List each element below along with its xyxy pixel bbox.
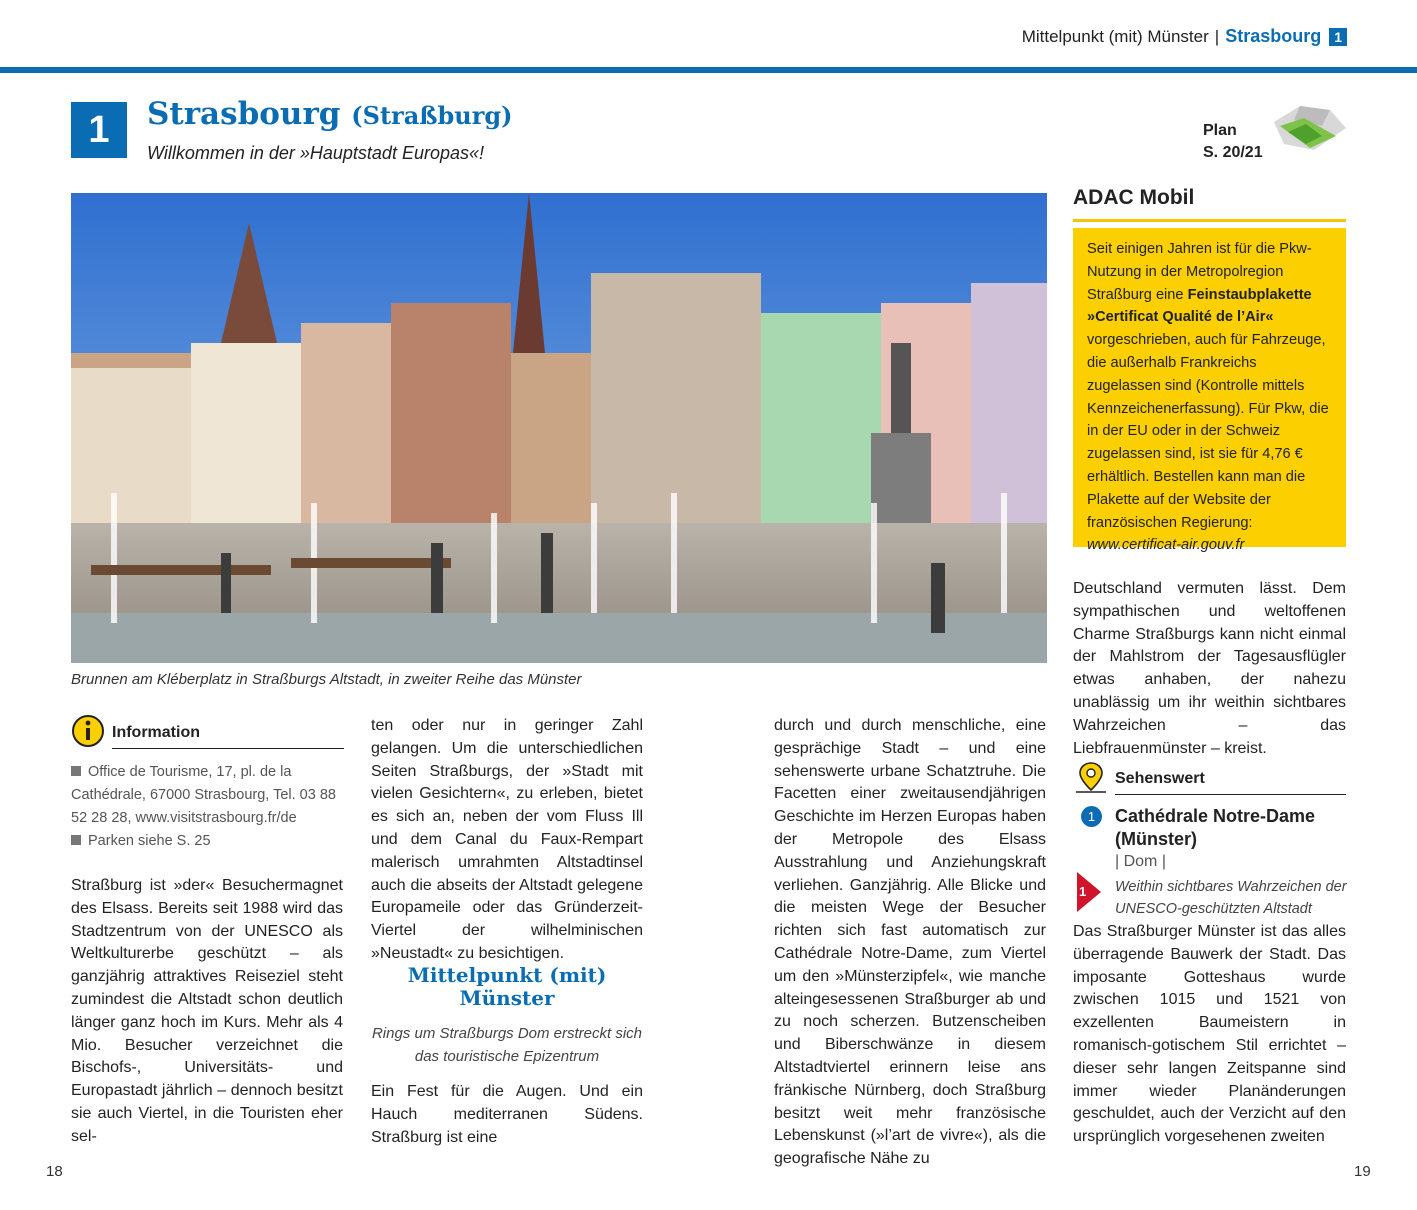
map-icon xyxy=(1270,100,1348,158)
body-column-1: Straßburg ist »der« Besuchermagnet des Elsass. Bereits seit 1988 wird das Stadtzentrum von der UNESCO als Weltkulturerbe geschützt – als ganzjährig attraktives Reiseziel steht zumindest die Altstadt schon deutlich länger ganz hoch im Kurs. Mehr als 4 Mio. Besucher verzeichnet die Bischofs-, Universitäts- und Europastadt jährlich – dennoch besitzt sie auch Viertel, in die Touristen eher sel- xyxy=(71,877,343,1145)
info-icon xyxy=(71,714,105,748)
breadcrumb-separator: | xyxy=(1214,26,1220,46)
sight-description: Weithin sichtbares Wahrzeichen der UNESCO-geschützten Altstadt xyxy=(1115,879,1347,917)
adac-rule xyxy=(1073,219,1346,222)
header-rule xyxy=(0,67,1417,73)
breadcrumb xyxy=(1022,26,1347,47)
info-item: Parken siehe S. 25 xyxy=(71,830,343,853)
section-heading: Mittelpunkt (mit) Münster xyxy=(407,963,607,1010)
info-list xyxy=(71,761,343,853)
title-alt: (Straßburg) xyxy=(351,101,513,130)
section-lead: Rings um Straßburgs Dom erstreckt sich das touristische Epizentrum xyxy=(371,1025,643,1065)
title-main: Strasbourg xyxy=(147,96,341,132)
sight-number-badge: 1 xyxy=(1081,806,1102,827)
body-column-4: Deutschland vermuten lässt. Dem sympathischen und weltoffenen Charme Straßburgs kann nicht einmal der Mahlstrom der Tagesausflügler etwas anhaben, der nahezu unablässig um ihr weithin sichtbares Wahrzeichen – das Liebfrauenmünster – kreist. xyxy=(1073,580,1346,757)
page-subtitle: Willkommen in der »Hauptstadt Europas«! xyxy=(147,143,484,163)
adac-heading: ADAC Mobil xyxy=(1073,186,1195,209)
location-pin-icon xyxy=(1074,760,1108,794)
body-column-4-bottom: Das Straßburger Münster ist das alles überragende Bauwerk der Stadt. Das imposante Gotteshaus wurde zwischen 1015 und 1521 von exzellenten Baumeistern in romanisch-gotischem Stil errichtet – dieser sehr langen Zeitspanne sind immer wieder Planänderungen geschuldet, auch der Verzicht auf den ursprünglich vorgesehenen zweiten xyxy=(1073,923,1346,1146)
info-rule xyxy=(112,748,344,749)
info-item: Office de Tourisme, 17, pl. de la Cathédrale, 67000 Strasbourg, Tel. 03 88 52 28 28, www.visitstrasbourg.fr/de xyxy=(71,764,336,826)
body-column-3: durch und durch menschliche, eine gesprächige Stadt – und eine sehenswerte urbane Schatztruhe. Die Facetten einer zweitausendjährigen Geschichte im Herzen Europas haben der Metropole des Elsass Ausstrahlung und Anziehungskraft verliehen. Ganzjährig. Alle Blicke und die meisten Wege der Besucher richten sich fast automatisch zur Cathédrale Notre-Dame, zum Viertel um den »Münsterzipfel«, wie manche alteingesessenen Straßburger ab und zu noch scherzen. Butzenscheiben und Biberschwänze in diesem Altstadtviertel erinnern leise ans fränkische Nürnberg, doch Straßburg besitzt weit mehr französische Lebenskunst (»l’art de vivre«), als die geografische Nähe zu xyxy=(774,717,1046,1168)
photo-caption: Brunnen am Kléberplatz in Straßburgs Altstadt, in zweiter Reihe das Münster xyxy=(71,671,582,688)
adac-highlight: Feinstaubplakette »Certificat Qualité de l’Air« xyxy=(1087,286,1312,326)
sehenswert-heading: Sehenswert xyxy=(1115,770,1205,787)
plan-label: Plan xyxy=(1203,122,1237,139)
breadcrumb-city: Strasbourg xyxy=(1225,26,1322,46)
page-number-left: 18 xyxy=(46,1163,63,1180)
plan-reference xyxy=(1203,120,1263,164)
chapter-number-box: 1 xyxy=(71,102,127,158)
page-number-right: 19 xyxy=(1354,1163,1371,1180)
info-heading: Information xyxy=(112,724,200,741)
sehenswert-rule xyxy=(1115,794,1346,795)
breadcrumb-section: Mittelpunkt (mit) Münster xyxy=(1021,26,1209,46)
sight-type: | Dom | xyxy=(1115,853,1166,870)
page-title xyxy=(147,96,513,132)
body-column-2-after: Ein Fest für die Augen. Und ein Hauch mediterranen Südens. Straßburg ist eine xyxy=(371,1083,643,1146)
bullet-square-icon xyxy=(71,835,81,845)
adac-link[interactable]: www.certificat-air.gouv.fr xyxy=(1087,537,1245,554)
kleberplatz-photo xyxy=(71,193,1047,663)
breadcrumb-chapter-badge: 1 xyxy=(1329,28,1347,46)
adac-box: Seit einigen Jahren ist für die Pkw-Nutzung in der Metropolregion Straßburg eine Feinstaubplakette »Certificat Qualité de l’Air« vorgeschrieben, auch für Fahrzeuge, die außerhalb Frankreichs zugelassen sind (Kontrolle mittels Kennzeichenerfassung). Für Pkw, die in der EU oder in der Schweiz zugelassen sind, ist sie für 4,76 € erhältlich. Bestellen kann man die Plakette auf der Website der französischen Regierung: www.certificat-air.gouv.fr xyxy=(1073,228,1346,547)
sight-name: Cathédrale Notre-Dame (Münster) xyxy=(1115,806,1316,849)
plan-pages: S. 20/21 xyxy=(1203,144,1263,161)
rank-number: 1 xyxy=(1079,884,1087,899)
body-column-2: ten oder nur in geringer Zahl gelangen. Um die unterschiedlichen Seiten Straßburgs, der »Stadt mit vielen Gesichtern«, zu erleben, bietet es sich an, neben der vom Fluss Ill und dem Canal du Faux-Rempart malerisch umrahmten Altstadtinsel auch die abseits der Altstadt gelegene Europameile oder das Gründerzeit-Viertel der wilhelminischen »Neustadt« zu besichtigen. xyxy=(371,717,643,962)
top-rank-icon xyxy=(1073,872,1103,912)
bullet-square-icon xyxy=(71,766,81,776)
